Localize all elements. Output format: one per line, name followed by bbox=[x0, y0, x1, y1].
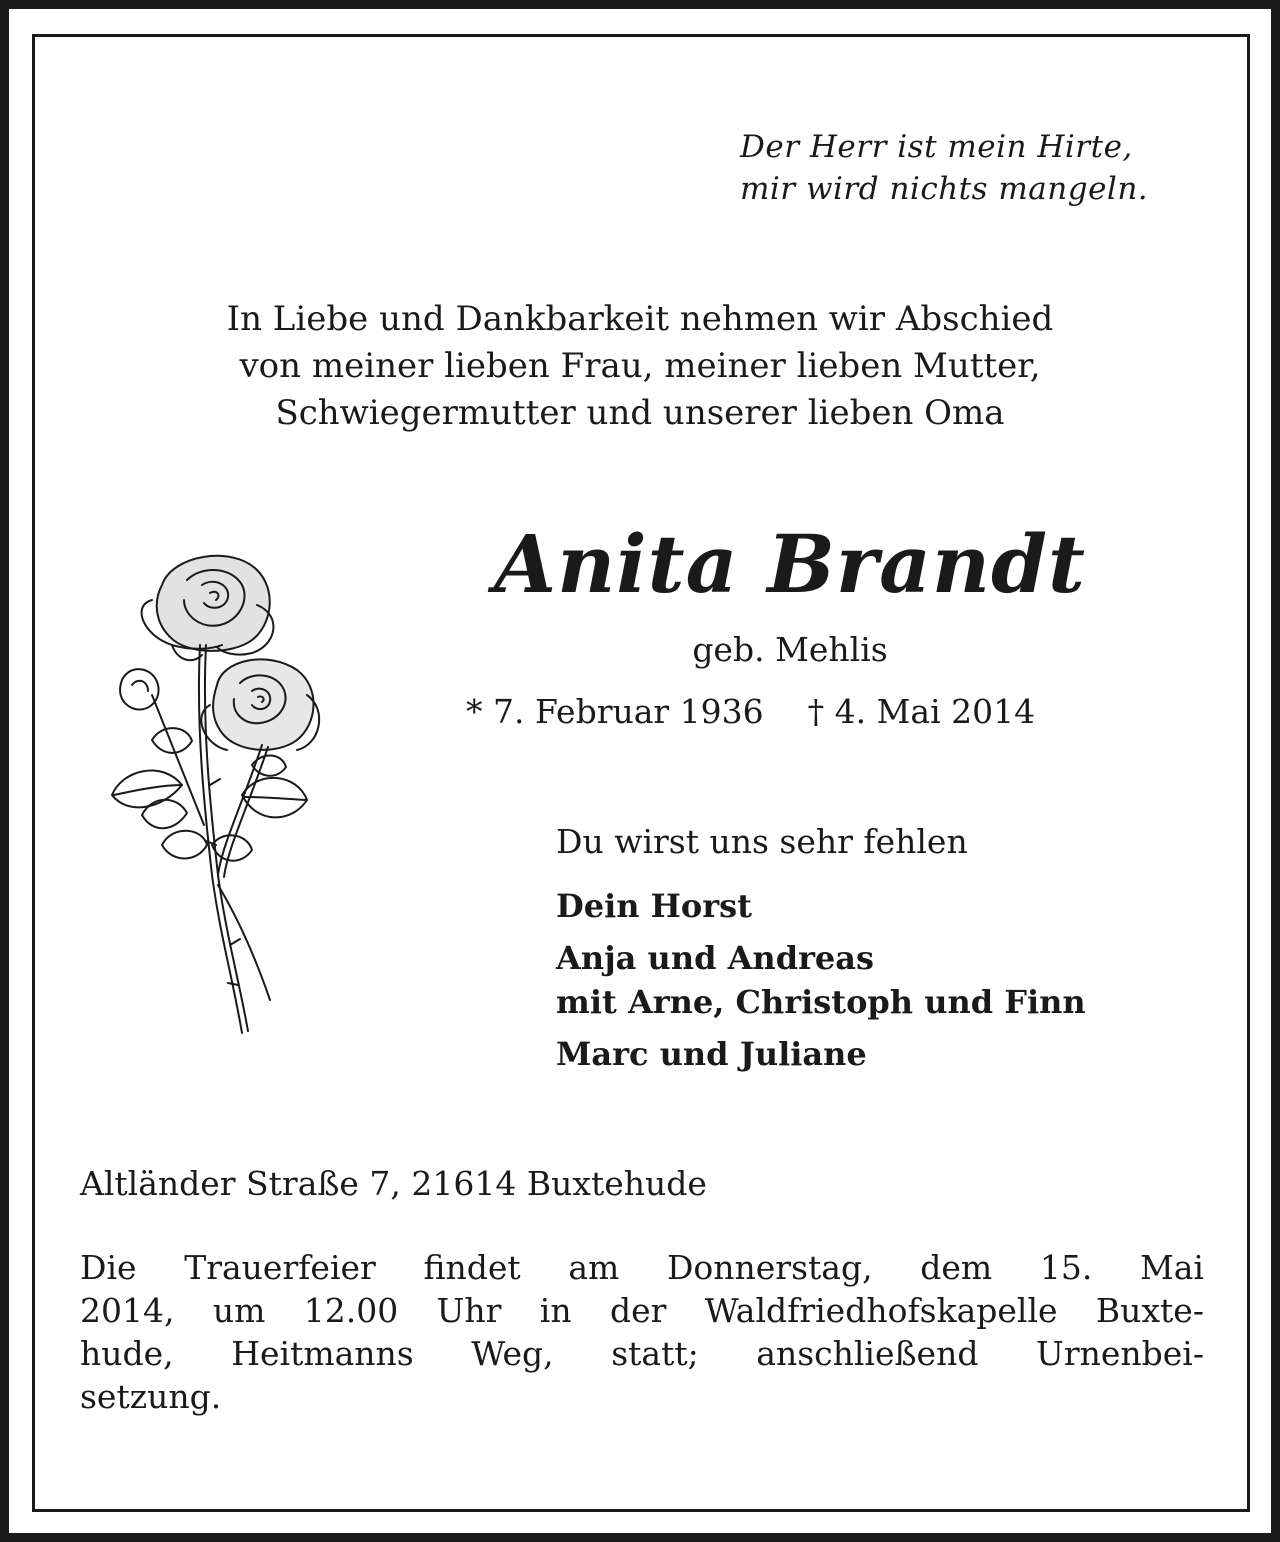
ceremony-line: 2014, um 12.00 Uhr in der Waldfriedhofskapelle Buxte- bbox=[80, 1291, 1204, 1330]
mourner-line: mit Arne, Christoph und Finn bbox=[556, 983, 1086, 1021]
address: Altländer Straße 7, 21614 Buxtehude bbox=[80, 1164, 707, 1203]
life-dates bbox=[466, 690, 1166, 734]
rose-illustration bbox=[92, 545, 332, 1040]
death-date: † 4. Mai 2014 bbox=[807, 692, 1036, 731]
deceased-name: Anita Brandt bbox=[494, 517, 1086, 611]
farewell-text: Du wirst uns sehr fehlen bbox=[556, 822, 968, 861]
mourner-line: Dein Horst bbox=[556, 887, 752, 925]
mourners-list bbox=[556, 884, 1216, 1076]
birth-date: * 7. Februar 1936 bbox=[466, 692, 764, 731]
intro-line: von meiner lieben Frau, meiner lieben Mutter, bbox=[239, 346, 1041, 386]
maiden-name: geb. Mehlis bbox=[692, 630, 888, 669]
ceremony-line: hude, Heitmanns Weg, statt; anschließend Urnenbei- bbox=[80, 1334, 1204, 1373]
ceremony-notice bbox=[80, 1246, 1204, 1418]
mourner-line: Marc und Juliane bbox=[556, 1035, 867, 1073]
intro-line: In Liebe und Dankbarkeit nehmen wir Abschied bbox=[226, 299, 1054, 339]
intro-line: Schwiegermutter und unserer lieben Oma bbox=[275, 393, 1005, 433]
ceremony-line: Die Trauerfeier findet am Donnerstag, dem 15. Mai bbox=[80, 1248, 1204, 1287]
intro-text bbox=[120, 296, 1160, 437]
ceremony-line: setzung. bbox=[80, 1377, 222, 1416]
verse-line: mir wird nichts mangeln. bbox=[740, 171, 1149, 207]
mourner-line: Anja und Andreas bbox=[556, 939, 875, 977]
bible-verse bbox=[740, 126, 1210, 210]
verse-line: Der Herr ist mein Hirte, bbox=[740, 129, 1133, 165]
